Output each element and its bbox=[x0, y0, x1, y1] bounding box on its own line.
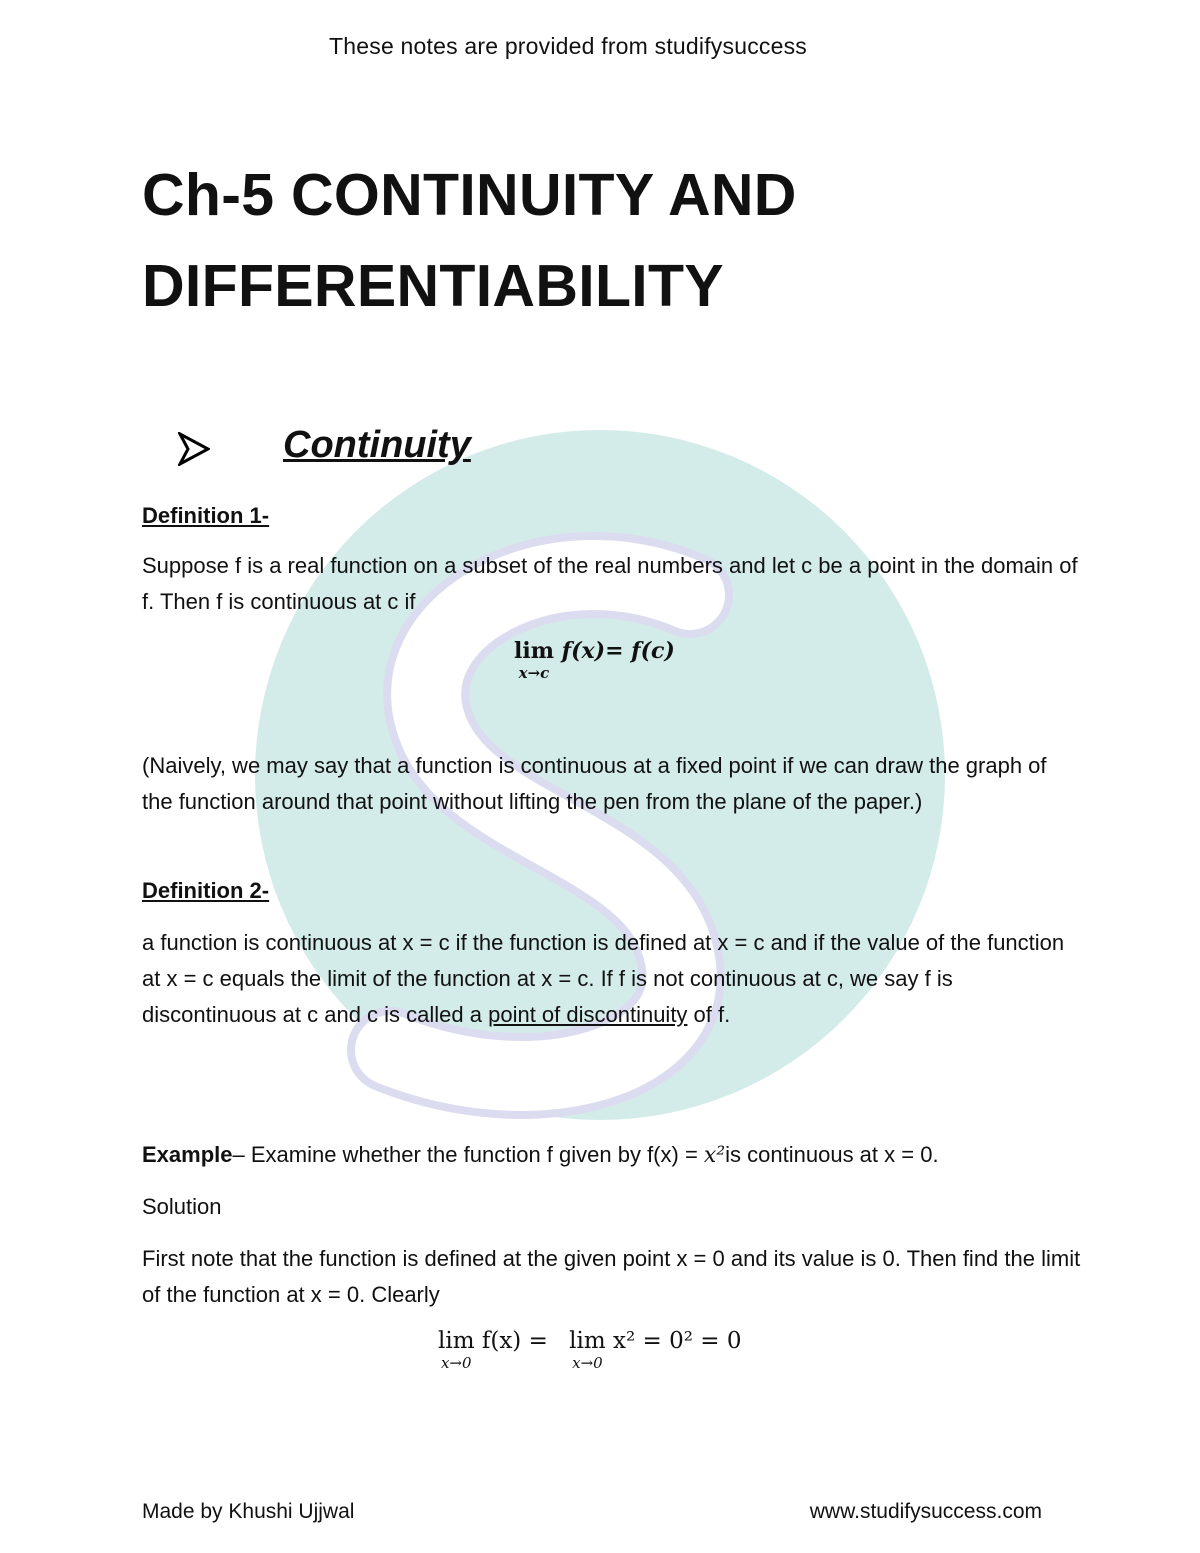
arrow-bullet-icon bbox=[178, 432, 210, 466]
equation-part-2: x² = 0² = 0 bbox=[613, 1328, 742, 1354]
point-of-discontinuity-term: point of discontinuity bbox=[488, 1002, 688, 1027]
chapter-title bbox=[142, 150, 1102, 332]
example-label: Example bbox=[142, 1142, 233, 1167]
limit-operator: lim x→c bbox=[514, 638, 554, 682]
definition-2-text: a function is continuous at x = c if the function is defined at x = c and if the value of the function at x = c equals the limit of the function at x = c. If f is not continuous at c, we say f is discontinuous at c and c is called a point of discontinuity of f. bbox=[142, 930, 1065, 1027]
naive-note: (Naively, we may say that a function is continuous at a fixed point if we can draw the graph of the function around that point without lifting the pen from the plane of the paper.) bbox=[142, 753, 1047, 814]
solution-label: Solution bbox=[142, 1194, 222, 1219]
definition-1-label: Definition 1- bbox=[142, 503, 270, 528]
page-header: These notes are provided from studifysuccess bbox=[329, 33, 807, 59]
equation-limit-definition bbox=[514, 638, 675, 682]
footer-website: www.studifysuccess.com bbox=[809, 1500, 1042, 1523]
equation-part-1: f(x) = bbox=[481, 1328, 548, 1354]
equation-limit-example bbox=[438, 1328, 741, 1372]
chapter-title-line-1: Ch-5 CONTINUITY AND bbox=[142, 162, 797, 228]
footer-author: Made by Khushi Ujjwal bbox=[142, 1500, 355, 1523]
chapter-title-line-2: DIFFERENTIABILITY bbox=[142, 253, 724, 319]
example-math: x² bbox=[703, 1143, 726, 1168]
definition-2-label: Definition 2- bbox=[142, 878, 270, 903]
equation-body: f(x)= f(c) bbox=[561, 638, 675, 664]
example-text: Example– Examine whether the function f given by f(x) = x²is continuous at x = 0. bbox=[142, 1142, 939, 1168]
definition-1-text: Suppose f is a real function on a subset of the real numbers and let c be a point in the domain of f. Then f is continuous at c if bbox=[142, 553, 1078, 614]
limit-operator-2: lim x→0 bbox=[569, 1328, 606, 1372]
solution-text: First note that the function is defined at the given point x = 0 and its value is 0. Then find the limit of the function at x = 0. Clearly bbox=[142, 1246, 1081, 1307]
section-title: Continuity bbox=[283, 424, 471, 466]
limit-operator-1: lim x→0 bbox=[438, 1328, 475, 1372]
